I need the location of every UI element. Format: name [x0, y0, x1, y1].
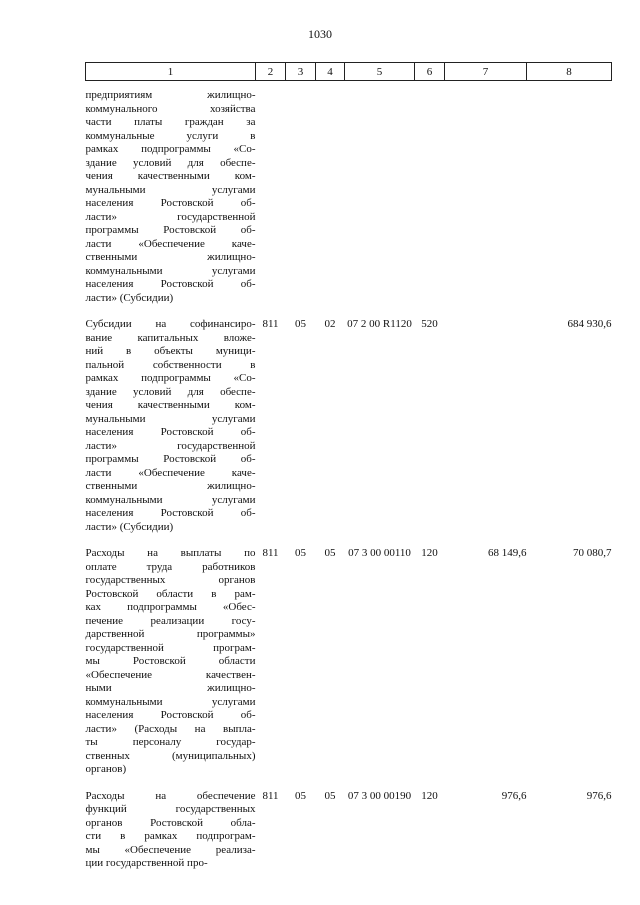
- col-amount-8: 976,6: [586, 789, 612, 802]
- col-section: [286, 81, 316, 319]
- description-line: пальной собственности в: [85, 358, 256, 371]
- description-line: Расходы на выплаты по: [85, 547, 256, 559]
- description-line: здание условий для обеспе-: [85, 385, 256, 398]
- col-subsection: 05: [324, 547, 336, 559]
- col-section: 05: [295, 318, 306, 330]
- description-line: ласти» государственной: [85, 210, 256, 223]
- description-line: коммунальными услугами: [85, 264, 256, 277]
- table-row: [86, 81, 612, 319]
- description-line: дарственной программы»: [85, 628, 256, 640]
- col-amount-7: [445, 81, 527, 319]
- col-amount-7: [445, 318, 527, 547]
- description-line: органов): [85, 763, 127, 775]
- row-description: [86, 318, 256, 547]
- description-line: «Обеспечение качествен-: [85, 668, 256, 681]
- col-target-article: 07 3 00 00110: [348, 547, 411, 559]
- col-amount-8: 684 930,6: [567, 318, 612, 330]
- row-description: [86, 547, 256, 790]
- col-amount-8: [527, 81, 612, 319]
- description-line: Ростовской области в рам-: [85, 587, 256, 600]
- column-header-1: 1: [86, 63, 256, 81]
- col-expense-type: 520: [421, 318, 438, 330]
- column-number-header: [86, 63, 612, 81]
- column-header-2: 2: [256, 63, 286, 81]
- description-line: сти в рамках подпрограм-: [85, 830, 256, 842]
- description-line: ласти» (Расходы на выпла-: [85, 722, 256, 735]
- col-section: 05: [295, 547, 306, 559]
- description-line: ний в объекты муници-: [85, 345, 256, 357]
- col-admin: 811: [262, 547, 279, 559]
- description-line: ласти» (Субсидии): [85, 291, 174, 304]
- description-line: части платы граждан за: [85, 116, 256, 128]
- description-line: печение реализации госу-: [85, 614, 256, 627]
- row-description: [86, 790, 256, 884]
- description-line: Расходы на обеспечение: [85, 789, 256, 802]
- column-header-3: 3: [286, 63, 316, 81]
- col-subsection: 05: [324, 789, 336, 802]
- description-line: ции государственной про-: [85, 857, 208, 869]
- column-header-7: 7: [445, 63, 527, 81]
- description-line: населения Ростовской об-: [85, 278, 256, 290]
- col-expense-type: 120: [421, 789, 438, 802]
- row-description: [86, 81, 256, 319]
- table-body: [86, 81, 612, 884]
- col-subsection: 02: [324, 318, 336, 330]
- description-line: коммунальными услугами: [85, 493, 256, 506]
- description-line: органов Ростовской обла-: [85, 816, 256, 829]
- col-target-article: 07 2 00 R1120: [347, 318, 412, 330]
- description-line: ственными жилищно-: [85, 480, 256, 492]
- description-line: населения Ростовской об-: [85, 709, 256, 721]
- col-target-article: [345, 81, 415, 319]
- description-line: населения Ростовской об-: [85, 507, 256, 519]
- col-target-article: 07 3 00 00190: [347, 789, 412, 802]
- table-row: [86, 790, 612, 884]
- col-admin: 811: [262, 789, 279, 802]
- description-line: программы Ростовской об-: [85, 224, 256, 236]
- page-number: 1030: [308, 27, 332, 41]
- description-line: государственной програм-: [85, 641, 256, 654]
- table-row: [86, 318, 612, 547]
- col-expense-type: 120: [421, 547, 438, 559]
- description-line: ласти» (Субсидии): [85, 520, 174, 533]
- description-line: населения Ростовской об-: [85, 197, 256, 209]
- description-line: государственных органов: [85, 574, 256, 586]
- description-line: коммунальными услугами: [85, 695, 256, 708]
- description-line: мунальными услугами: [85, 412, 256, 425]
- description-line: чения качественными ком-: [85, 399, 256, 411]
- description-line: мы Ростовской области: [85, 655, 256, 667]
- description-line: чения качественными ком-: [85, 170, 256, 182]
- col-amount-8: 70 080,7: [573, 547, 612, 559]
- description-line: оплате труда работников: [85, 560, 256, 573]
- col-subsection: [316, 81, 345, 319]
- description-line: ласти» государственной: [85, 439, 256, 452]
- col-admin: 811: [262, 318, 279, 330]
- col-amount-7: 68 149,6: [488, 547, 527, 559]
- description-line: рамках подпрограммы «Со-: [85, 372, 256, 384]
- description-line: ласти «Обеспечение каче-: [85, 466, 256, 479]
- budget-table: [85, 62, 612, 884]
- description-line: коммунальные услуги в: [85, 129, 256, 142]
- description-line: ственными жилищно-: [85, 251, 256, 263]
- description-line: вание капитальных вложе-: [85, 331, 256, 344]
- description-line: предприятиям жилищно-: [85, 89, 256, 101]
- col-amount-7: 976,6: [501, 789, 527, 802]
- column-header-8: 8: [527, 63, 612, 81]
- col-admin: [256, 81, 286, 319]
- column-header-5: 5: [345, 63, 415, 81]
- description-line: рамках подпрограммы «Со-: [85, 143, 256, 155]
- description-line: ласти «Обеспечение каче-: [85, 237, 256, 250]
- description-line: ными жилищно-: [85, 682, 256, 694]
- description-line: программы Ростовской об-: [85, 453, 256, 465]
- description-line: мы «Обеспечение реализа-: [85, 843, 256, 856]
- description-line: ственных (муниципальных): [85, 749, 256, 762]
- description-line: функций государственных: [85, 803, 256, 815]
- col-section: 05: [295, 789, 306, 802]
- column-header-4: 4: [316, 63, 345, 81]
- description-line: Субсидии на софинансиро-: [85, 318, 256, 330]
- description-line: здание условий для обеспе-: [85, 156, 256, 169]
- column-header-6: 6: [415, 63, 445, 81]
- col-expense-type: [415, 81, 445, 319]
- description-line: ках подпрограммы «Обес-: [85, 601, 256, 613]
- description-line: населения Ростовской об-: [85, 426, 256, 438]
- table-row: [86, 547, 612, 790]
- description-line: мунальными услугами: [85, 183, 256, 196]
- description-line: ты персоналу государ-: [85, 736, 256, 748]
- description-line: коммунального хозяйства: [85, 102, 256, 115]
